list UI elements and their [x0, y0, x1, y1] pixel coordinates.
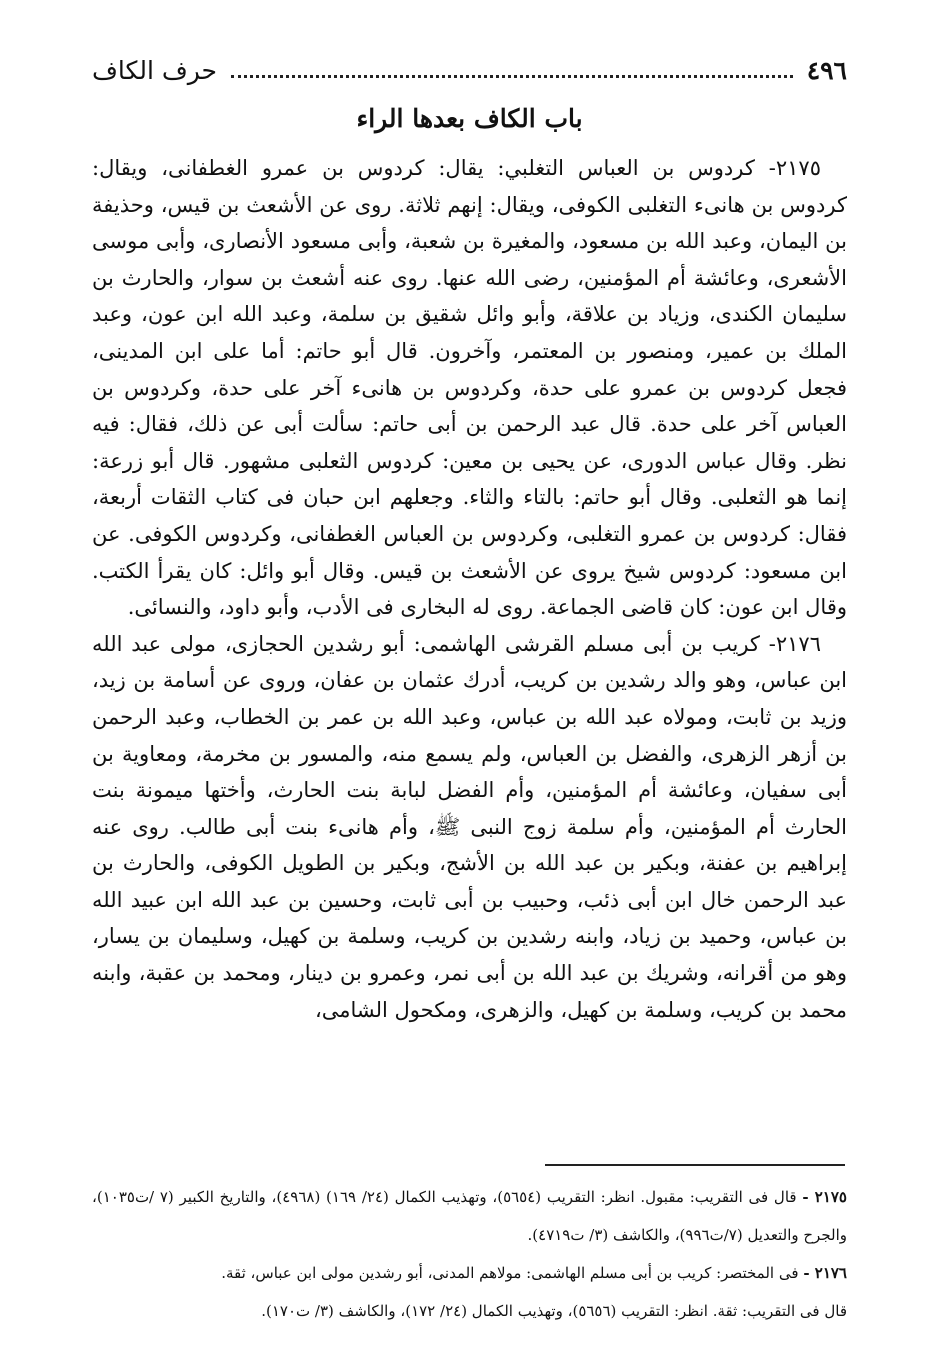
footnote-number: ٢١٧٥ - [802, 1188, 847, 1206]
entry-number: ٢١٧٦- [768, 631, 821, 656]
header-dotted-leader [231, 75, 793, 78]
running-section-name: حرف الكاف [92, 55, 218, 85]
entry-text: كريب بن أبى مسلم القرشى الهاشمى: أبو رشدين الحجازى، مولى عبد الله ابن عباس، وهو والد رشدين بن كريب، أدرك عثمان بن عفان، وروى عن أسامة بن زيد، وزيد بن ثابت، ومولاه عبد الله بن عباس، وعبد الله بن عمر بن الخطاب، وعبد الرحمن بن أزهر الزهرى، والفضل بن العباس، ولم يسمع منه، والمسور بن مخرمة، ومعاوية بن أبى سفيان، وعائشة أم المؤمنين، وأم الفضل لبابة بنت الحارث، وأختها ميمونة بنت الحارث أم المؤمنين، وأم سلمة زوج النبى ﷺ، وأم هانىء بنت أبى طالب. روى عنه إبراهيم بن عفنة، وبكير بن عبد الله بن الأشج، وبكير بن الطويل الكوفى، والحارث بن عبد الرحمن خال ابن أبى ذئب، وحبيب بن أبى ثابت، وحسين بن عبد الله ابن عبيد الله بن عباس، وحميد بن زياد، وابنه رشدين بن كريب، وسلمة بن كهيل، وسليمان بن يسار، وهو من أقرانه، وشريك بن عبد الله بن أبى نمر، وعمرو بن دينار، ومحمد بن عقبة، وابنه محمد بن كريب، وسلمة بن كهيل، والزهرى، ومكحول الشامى، [92, 631, 847, 1022]
footnote-text: قال فى التقريب: ثقة. انظر: التقريب (٥٦٥٦)، وتهذيب الكمال (٢٤/ ١٧٢)، والكاشف (٣/ ت١٧٠). [261, 1302, 847, 1320]
footnote-text: قال فى التقريب: مقبول. انظر: التقريب (٥٦٥٤)، وتهذيب الكمال (٢٤/ ١٦٩) (٤٩٦٨)، والتاريخ الكبير (٧ /ت١٠٣٥)، والجرح والتعديل (٧/ت٩٩٦)، والكاشف (٣/ ت٤٧١٩). [92, 1188, 847, 1244]
biography-entry [92, 626, 847, 1029]
page-number: ٤٩٦ [806, 55, 847, 85]
entry-number: ٢١٧٥- [768, 156, 821, 180]
running-header [92, 50, 847, 90]
footnote [92, 1178, 847, 1254]
footnote-number: ٢١٧٦ - [803, 1264, 847, 1282]
footnote-text: فى المختصر: كريب بن أبى مسلم الهاشمى: مولاهم المدنى، أبو رشدين مولى ابن عباس، ثقة. [221, 1264, 799, 1282]
biography-entry [92, 150, 847, 626]
footnote [92, 1292, 847, 1330]
footnote [92, 1254, 847, 1292]
chapter-title: باب الكاف بعدها الراء [356, 104, 583, 133]
entry-text: كردوس بن العباس التغلبي: يقال: كردوس بن عمرو الغطفانى، ويقال: كردوس بن هانىء التغلبى الكوفى، ويقال: إنهم ثلاثة. روى عن الأشعث بن قيس، وحذيفة بن اليمان، وعبد الله بن مسعود، والمغيرة بن شعبة، وأبى مسعود الأنصارى، وأبى موسى الأشعرى، وعائشة أم المؤمنين، رضى الله عنها. روى عنه أشعث بن سوار، والحارث بن سليمان الكندى، وزياد بن علاقة، وأبو وائل شقيق بن سلمة، وعبد الله ابن عون، وعبد الملك بن عمير، ومنصور بن المعتمر، وآخرون. قال أبو حاتم: أما على ابن المدينى، فجعل كردوس بن عمرو على حدة، وكردوس بن هانىء آخر على حدة، وكردوس بن العباس آخر على حدة. قال عبد الرحمن بن أبى حاتم: سألت أبى عن ذلك، فقال: فيه نظر. وقال عباس الدورى، عن يحيى بن معين: كردوس الثعلبى مشهور. قال أبو زرعة: إنما هو الثعلبى. وقال أبو حاتم: بالتاء والثاء. وجعلهم ابن حبان فى كتاب الثقات أربعة، فقال: كردوس بن عمرو التغلبى، وكردوس بن العباس الغطفانى، وكردوس الكوفى. عن ابن مسعود: كردوس شيخ يروى عن الأشعث بن قيس. وقال أبو وائل: كان يقرأ الكتب. وقال ابن عون: كان قاضى الجماعة. روى له البخارى فى الأدب، وأبو داود، والنسائى. [92, 156, 847, 620]
footnotes [92, 1178, 847, 1330]
main-text [92, 150, 847, 1028]
footnote-separator [545, 1164, 845, 1166]
